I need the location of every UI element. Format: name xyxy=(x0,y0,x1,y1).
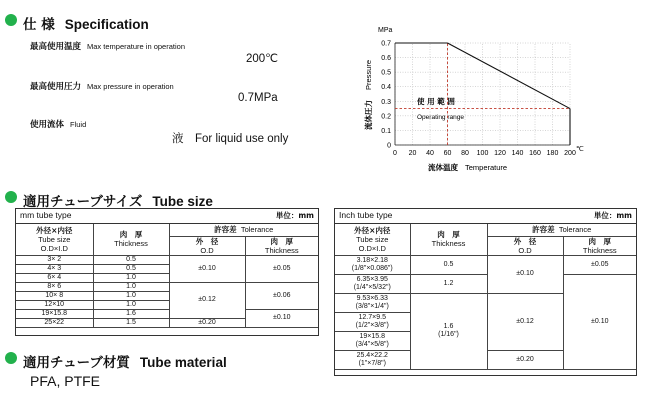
table-row xyxy=(16,255,318,264)
chart-xlabel-jp: 流体温度 xyxy=(428,163,458,172)
material-heading-jp: 適用チューブ材質 xyxy=(23,355,130,371)
x-tick-label: 160 xyxy=(529,150,541,157)
spec-heading-en: Specification xyxy=(64,17,149,32)
inch-head-tolerance: 許容差 Tolerance xyxy=(487,224,636,236)
x-tick-label: 120 xyxy=(494,150,506,157)
inch-head-th: 肉 厚 Thickness xyxy=(563,236,636,255)
y-tick-label: 0.1 xyxy=(381,127,391,135)
max-temp-label-en: Max temperature in operation xyxy=(87,42,185,51)
max-pressure-value: 0.7MPa xyxy=(238,92,278,104)
x-tick-label: 200 xyxy=(564,150,576,157)
chart-ylabel-en: Pressure xyxy=(364,59,373,90)
mm-head-thickness: 肉 厚 Thickness xyxy=(93,224,169,255)
mm-cell-thick: 0.5 xyxy=(93,255,169,264)
mm-cell-th-tol: ±0.06 xyxy=(245,282,318,309)
chart-ylabel-jp: 流体圧力 xyxy=(364,100,373,130)
x-tick-label: 40 xyxy=(426,150,434,157)
mm-cell-th-tol: ±0.05 xyxy=(245,255,318,282)
fluid-value: 液 For liquid use only xyxy=(172,133,289,145)
chart-range-en: Operating range xyxy=(417,114,464,121)
series-segment-slope xyxy=(448,43,571,109)
chart-unit-x: ℃ xyxy=(576,146,584,153)
mm-cell-thick: 1.6 xyxy=(93,309,169,318)
x-tick-label: 20 xyxy=(408,150,417,157)
max-pressure-label-jp: 最高使用圧力 xyxy=(30,82,82,92)
inch-head-od: 外 径 O.D xyxy=(487,236,563,255)
x-tick-label: 180 xyxy=(546,150,559,157)
material-heading xyxy=(23,351,227,371)
inch-cell-size: 3.18×2.18 (1/8"×0.086") xyxy=(335,255,410,274)
tube-size-heading-en: Tube size xyxy=(152,194,213,209)
mm-cell-size: 4× 3 xyxy=(16,264,93,273)
mm-head-od: 外 径 O.D xyxy=(169,236,245,255)
y-tick-label: 0.2 xyxy=(381,113,391,121)
mm-cell-od-tol: ±0.20 xyxy=(169,318,245,327)
inch-cell-od-tol: ±0.10 xyxy=(487,255,563,293)
y-tick-label: 0.7 xyxy=(381,40,391,48)
y-tick-label: 0 xyxy=(387,142,391,150)
mm-cell-thick: 1.5 xyxy=(93,318,169,327)
inch-cell-thick: 1.2 xyxy=(410,274,487,293)
tube-size-heading-jp: 適用チューブサイズ xyxy=(23,194,143,210)
mm-head-th: 肉 厚 Thickness xyxy=(245,236,318,255)
section-bullet-icon xyxy=(5,191,17,203)
material-value: PFA, PTFE xyxy=(30,373,101,389)
mm-cell-size: 6× 4 xyxy=(16,273,93,282)
inch-cell-thick: 0.5 xyxy=(410,255,487,274)
pressure-temperature-chart xyxy=(345,20,635,185)
x-tick-label: 80 xyxy=(461,150,469,157)
x-tick-label: 140 xyxy=(511,150,524,157)
max-temp-label-jp: 最高使用温度 xyxy=(30,42,82,52)
mm-cell-thick: 1.0 xyxy=(93,300,169,309)
chart-xlabel-en: Temperature xyxy=(465,163,508,172)
y-tick-label: 0.5 xyxy=(381,69,391,77)
spec-heading-jp: 仕 様 xyxy=(23,17,55,33)
inch-table-grid xyxy=(335,224,636,370)
inch-cell-size: 9.53×6.33 (3/8"×1/4") xyxy=(335,293,410,312)
fluid-label-jp: 使用流体 xyxy=(30,120,65,130)
inch-head-size: 外径×内径 Tube size O.D×I.D xyxy=(335,224,410,255)
inch-head-thickness: 肉 厚 Thickness xyxy=(410,224,487,255)
table-row xyxy=(16,309,318,318)
table-row xyxy=(16,282,318,291)
x-tick-label: 0 xyxy=(393,150,397,157)
inch-cell-size: 19×15.8 (3/4"×5/8") xyxy=(335,331,410,350)
max-temp-value: 200℃ xyxy=(246,53,279,65)
x-tick-label: 100 xyxy=(476,150,489,157)
fluid-label xyxy=(30,118,86,130)
table-row xyxy=(335,255,636,274)
inch-cell-th-tol: ±0.10 xyxy=(563,274,636,369)
y-tick-label: 0.4 xyxy=(381,84,391,92)
section-bullet-icon xyxy=(5,352,17,364)
mm-cell-thick: 0.5 xyxy=(93,264,169,273)
mm-cell-thick: 1.0 xyxy=(93,282,169,291)
max-pressure-label-en: Max pressure in operation xyxy=(87,82,174,91)
mm-table-grid xyxy=(16,224,318,328)
section-bullet-icon xyxy=(5,14,17,26)
tube-size-heading xyxy=(23,190,213,210)
y-tick-label: 0.6 xyxy=(381,55,391,63)
inch-cell-th-tol: ±0.05 xyxy=(563,255,636,274)
chart-range-jp: 使 用 範 囲 xyxy=(417,97,455,106)
inch-cell-size: 12.7×9.5 (1/2"×3/8") xyxy=(335,312,410,331)
spec-heading xyxy=(23,13,149,33)
inch-cell-od-tol: ±0.20 xyxy=(487,350,563,369)
mm-cell-th-tol: ±0.10 xyxy=(245,309,318,327)
mm-cell-od-tol: ±0.12 xyxy=(169,282,245,318)
material-heading-en: Tube material xyxy=(139,355,227,370)
max-temp-label xyxy=(30,40,185,52)
max-pressure-label xyxy=(30,80,174,92)
mm-cell-thick: 1.0 xyxy=(93,291,169,300)
inch-cell-thick: 1.6 (1/16") xyxy=(410,293,487,369)
mm-tube-table xyxy=(15,208,319,336)
mm-head-tolerance: 許容差 Tolerance xyxy=(169,224,318,236)
inch-cell-size: 6.35×3.95 (1/4"×5/32") xyxy=(335,274,410,293)
mm-table-unit: 単位：mm xyxy=(275,211,314,220)
mm-head-size: 外径×内径 Tube size O.D×I.D xyxy=(16,224,93,255)
mm-cell-size: 10× 8 xyxy=(16,291,93,300)
mm-cell-od-tol: ±0.10 xyxy=(169,255,245,282)
inch-table-unit: 単位：mm xyxy=(593,211,632,220)
x-tick-label: 60 xyxy=(443,150,452,157)
fluid-label-en: Fluid xyxy=(70,120,87,129)
mm-cell-size: 25×22 xyxy=(16,318,93,327)
inch-cell-od-tol: ±0.12 xyxy=(487,293,563,350)
inch-tube-table xyxy=(334,208,637,376)
table-row xyxy=(335,274,636,293)
mm-cell-thick: 1.0 xyxy=(93,273,169,282)
mm-cell-size: 12×10 xyxy=(16,300,93,309)
inch-table-caption: Inch tube type xyxy=(339,210,393,220)
mm-cell-size: 8× 6 xyxy=(16,282,93,291)
chart-unit-y: MPa xyxy=(378,27,393,34)
y-tick-label: 0.3 xyxy=(381,98,391,106)
mm-cell-size: 19×15.8 xyxy=(16,309,93,318)
mm-cell-size: 3× 2 xyxy=(16,255,93,264)
mm-table-caption: mm tube type xyxy=(20,210,72,220)
inch-cell-size: 25.4×22.2 (1"×7/8") xyxy=(335,350,410,369)
